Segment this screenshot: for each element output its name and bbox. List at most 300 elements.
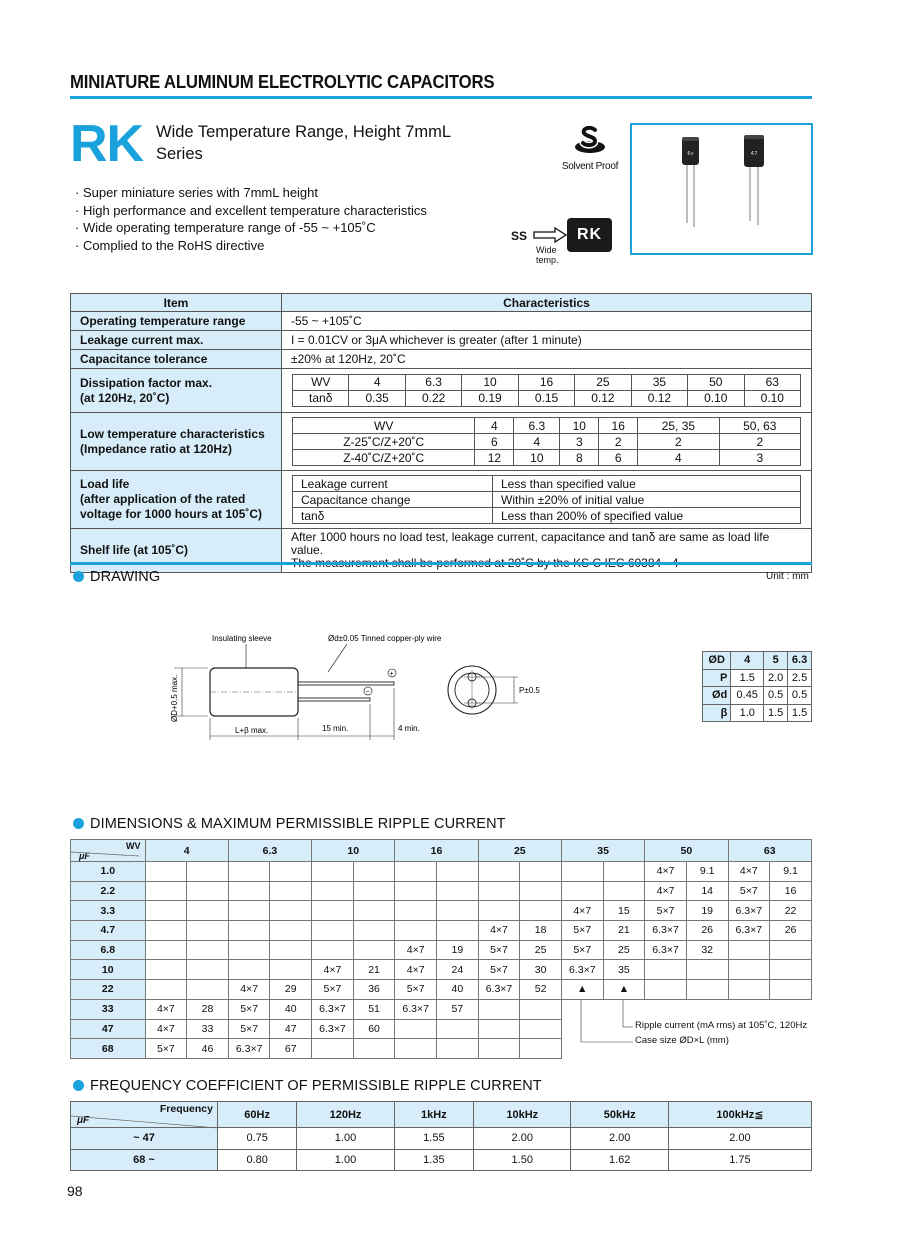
dissipation-value-cell: 0.15	[518, 390, 574, 406]
case-size-cell: 5×7	[561, 921, 603, 941]
ripple-cell: 21	[353, 960, 395, 980]
lowtemp-value-cell: 4	[638, 450, 719, 466]
ripple-cell	[686, 960, 728, 980]
case-size-cell: 4×7	[728, 862, 770, 882]
bullet-dot-icon	[73, 571, 84, 582]
lowtemp-head-cell: 10	[560, 418, 599, 434]
ripple-cell	[353, 940, 395, 960]
diameter-label: ØD+0.5 max.	[170, 674, 179, 722]
case-size-cell: 5×7	[228, 1019, 270, 1039]
flow-to-badge: RK	[567, 218, 612, 252]
capacitor-dimension-drawing	[160, 630, 560, 750]
wv-header-cell: 6.3	[228, 840, 311, 862]
plus-sign: +	[389, 671, 394, 678]
case-size-cell	[395, 1039, 437, 1059]
capacitance-cell: 10	[71, 960, 146, 980]
flow-from-label: SS	[511, 229, 528, 243]
dimensions-section-title	[73, 816, 506, 832]
ripple-cell: 35	[603, 960, 645, 980]
ripple-cell	[353, 921, 395, 941]
ripple-cell	[270, 960, 312, 980]
case-size-cell: 6.3×7	[645, 921, 687, 941]
loadlife-key: Capacitance change	[293, 492, 493, 508]
lowtemp-value-cell: 6	[475, 434, 514, 450]
dissipation-head-cell: 16	[518, 374, 574, 390]
freq-value-cell: 0.80	[218, 1149, 297, 1171]
ripple-cell	[437, 1039, 479, 1059]
lead-table-cell: 0.5	[788, 687, 812, 705]
case-size-cell: 4×7	[478, 921, 520, 941]
dissipation-value-cell: 0.12	[575, 390, 631, 406]
spec-item-line: (Impedance ratio at 120Hz)	[80, 441, 233, 456]
spec-item-lowtemp	[71, 413, 282, 471]
ripple-cell	[437, 1019, 479, 1039]
ripple-cell: 47	[270, 1019, 312, 1039]
case-size-cell: 4×7	[145, 999, 187, 1019]
flow-note	[536, 245, 559, 265]
case-size-cell: 5×7	[395, 980, 437, 1000]
spec-item-line: Low temperature characteristics	[80, 426, 265, 441]
ripple-cell	[520, 862, 562, 882]
case-size-cell: 5×7	[478, 940, 520, 960]
case-size-cell	[728, 980, 770, 1000]
freq-value-cell: 1.55	[394, 1128, 473, 1150]
case-size-cell	[228, 881, 270, 901]
lowtemp-head-cell: 6.3	[514, 418, 560, 434]
series-code: RK	[70, 115, 144, 173]
freq-uf-corner	[71, 1102, 218, 1128]
ripple-cell	[187, 921, 229, 941]
ripple-cell	[270, 881, 312, 901]
ripple-note: Ripple current (mA rms) at 105˚C, 120Hz	[635, 1020, 808, 1031]
wv-header-cell: 4	[145, 840, 228, 862]
ripple-cell	[353, 1039, 395, 1059]
ripple-cell	[187, 881, 229, 901]
lowtemp-head-cell: 16	[599, 418, 638, 434]
table-row	[71, 960, 812, 980]
case-size-cell: 5×7	[312, 980, 354, 1000]
lowtemp-table	[292, 417, 801, 466]
loadlife-value: Less than 200% of specified value	[493, 508, 801, 524]
lead-table-cell: Ød	[703, 687, 731, 705]
freq-value-cell: ~ 47	[71, 1128, 218, 1150]
case-size-cell	[645, 960, 687, 980]
spec-item: Leakage current max.	[71, 331, 282, 350]
case-size-cell	[312, 1039, 354, 1059]
lead-table-cell: 2.5	[788, 669, 812, 687]
ripple-cell	[686, 980, 728, 1000]
lead-table-cell: 1.5	[731, 669, 764, 687]
uf-label: μF	[77, 1115, 90, 1126]
case-size-cell: 4×7	[395, 960, 437, 980]
lowtemp-value-cell: 8	[560, 450, 599, 466]
ripple-cell	[353, 901, 395, 921]
case-size-note: Case size ØD×L (mm)	[635, 1035, 729, 1046]
lowtemp-value-cell: 2	[719, 434, 800, 450]
series-subtitle: Wide Temperature Range, Height 7mmL	[156, 123, 452, 141]
freq-value-cell: 2.00	[474, 1128, 571, 1150]
spec-value: I = 0.01CV or 3μA whichever is greater (after 1 minute)	[282, 331, 812, 350]
lead-table-head: 5	[764, 652, 788, 670]
solvent-proof-icon	[573, 125, 607, 155]
freq-value-cell: 68 ~	[71, 1149, 218, 1171]
ripple-cell: 36	[353, 980, 395, 1000]
ripple-cell: 25	[603, 940, 645, 960]
ripple-cell	[187, 940, 229, 960]
lowtemp-head-cell: WV	[293, 418, 475, 434]
case-size-cell	[478, 881, 520, 901]
ripple-cell	[437, 881, 479, 901]
ripple-cell: 15	[603, 901, 645, 921]
note-leader-lines	[555, 997, 635, 1047]
case-size-cell	[478, 1019, 520, 1039]
ripple-cell: 19	[686, 901, 728, 921]
lead-table-head: 6.3	[788, 652, 812, 670]
ripple-cell: 30	[520, 960, 562, 980]
freq-value-cell: 1.00	[297, 1149, 394, 1171]
loadlife-value: Within ±20% of initial value	[493, 492, 801, 508]
case-size-cell: 6.3×7	[561, 960, 603, 980]
table-row	[71, 901, 812, 921]
case-size-cell	[395, 881, 437, 901]
case-size-cell: 6.3×7	[728, 921, 770, 941]
ripple-cell: 9.1	[770, 862, 812, 882]
table-row	[71, 881, 812, 901]
ripple-cell: 67	[270, 1039, 312, 1059]
case-size-cell: 5×7	[561, 940, 603, 960]
dissipation-value-cell: 0.10	[688, 390, 744, 406]
freq-head-cell: 100kHz≦	[668, 1102, 811, 1128]
ripple-cell	[770, 980, 812, 1000]
uf-label: μF	[79, 851, 90, 861]
freq-value-cell: 1.62	[571, 1149, 668, 1171]
feature-item: · Wide operating temperature range of -55 ~ +105˚C	[75, 220, 376, 236]
minus-sign: −	[365, 689, 370, 696]
case-size-cell: 5×7	[645, 901, 687, 921]
case-size-cell	[395, 862, 437, 882]
case-size-cell	[228, 960, 270, 980]
flow-note-line: Wide	[536, 245, 557, 255]
frequency-section-title	[73, 1078, 542, 1094]
characteristics-table	[70, 293, 812, 573]
ripple-cell: 19	[437, 940, 479, 960]
dissipation-value-cell: 0.19	[462, 390, 518, 406]
ripple-cell	[520, 901, 562, 921]
case-size-cell: 4×7	[312, 960, 354, 980]
capacitance-cell: 47	[71, 1019, 146, 1039]
lowtemp-value-cell: 2	[599, 434, 638, 450]
spec-item: Operating temperature range	[71, 312, 282, 331]
page-title: MINIATURE ALUMINUM ELECTROLYTIC CAPACITORS	[70, 72, 495, 92]
ripple-cell: 29	[270, 980, 312, 1000]
case-size-cell	[478, 901, 520, 921]
lowtemp-head-cell: 4	[475, 418, 514, 434]
spec-item-line: (at 120Hz, 20˚C)	[80, 390, 170, 405]
lowtemp-value-cell: 12	[475, 450, 514, 466]
ripple-cell	[187, 901, 229, 921]
ripple-cell	[187, 960, 229, 980]
capacitance-cell: 68	[71, 1039, 146, 1059]
freq-value-cell: 0.75	[218, 1128, 297, 1150]
frequency-coefficient-table	[70, 1101, 812, 1171]
feature-list	[75, 184, 427, 254]
ripple-cell: 57	[437, 999, 479, 1019]
ripple-cell: 40	[437, 980, 479, 1000]
page-number: 98	[67, 1183, 83, 1199]
dissipation-value-cell: 0.22	[405, 390, 461, 406]
freq-head-cell: 120Hz	[297, 1102, 394, 1128]
dissipation-value-cell: 0.35	[349, 390, 405, 406]
ripple-cell: 40	[270, 999, 312, 1019]
case-size-cell: 5×7	[228, 999, 270, 1019]
case-size-cell	[478, 999, 520, 1019]
case-size-cell	[312, 921, 354, 941]
lowtemp-value-cell: 2	[638, 434, 719, 450]
dissipation-head-cell: 10	[462, 374, 518, 390]
capacitor-photo-image	[632, 125, 811, 253]
case-size-cell	[228, 901, 270, 921]
case-size-cell	[395, 921, 437, 941]
lead-table-cell: P	[703, 669, 731, 687]
case-size-cell	[145, 921, 187, 941]
lowtemp-head-cell: 50, 63	[719, 418, 800, 434]
case-size-cell: 6.3×7	[728, 901, 770, 921]
case-size-cell: 4×7	[145, 1019, 187, 1039]
case-size-cell: 6.3×7	[228, 1039, 270, 1059]
ripple-cell	[520, 881, 562, 901]
svg-text:6v: 6v	[687, 151, 694, 157]
spec-item-line: Dissipation factor max.	[80, 375, 213, 390]
ripple-cell: 24	[437, 960, 479, 980]
wv-header-cell: 50	[645, 840, 728, 862]
lowtemp-value-cell: 6	[599, 450, 638, 466]
lowtemp-cell	[282, 413, 812, 471]
lead-min-label: 15 min.	[322, 724, 349, 733]
case-size-cell: 4×7	[561, 901, 603, 921]
wv-header-cell: 35	[561, 840, 644, 862]
solvent-proof-badge	[545, 125, 635, 172]
unit-label: Unit : mm	[766, 571, 809, 582]
dissipation-value-cell: tanδ	[293, 390, 349, 406]
lowtemp-value-cell: 3	[560, 434, 599, 450]
capacitance-cell: 3.3	[71, 901, 146, 921]
case-size-cell: 4×7	[395, 940, 437, 960]
dissipation-head-cell: 25	[575, 374, 631, 390]
case-size-cell: 6.3×7	[312, 1019, 354, 1039]
ripple-cell: 28	[187, 999, 229, 1019]
case-size-cell	[312, 901, 354, 921]
loadlife-cell	[282, 471, 812, 529]
lead-table-cell: 1.0	[731, 704, 764, 722]
wv-label: WV	[126, 841, 141, 851]
case-size-cell	[145, 862, 187, 882]
svg-text:47: 47	[750, 151, 758, 157]
ripple-cell	[270, 940, 312, 960]
lead-table-head: ØD	[703, 652, 731, 670]
case-size-cell	[561, 881, 603, 901]
wv-header-cell: 63	[728, 840, 812, 862]
title-rule	[70, 96, 812, 99]
loadlife-key: Leakage current	[293, 476, 493, 492]
freq-label: Frequency	[159, 1103, 213, 1115]
dissipation-head-cell: 50	[688, 374, 744, 390]
feature-item: · Complied to the RoHS directive	[75, 237, 265, 253]
case-size-cell	[312, 862, 354, 882]
ripple-cell	[770, 960, 812, 980]
ripple-cell: 18	[520, 921, 562, 941]
dimensions-title-text: DIMENSIONS & MAXIMUM PERMISSIBLE RIPPLE CURRENT	[90, 816, 506, 832]
flow-note-line: temp.	[536, 255, 559, 265]
ripple-cell: 26	[686, 921, 728, 941]
case-size-cell	[478, 862, 520, 882]
freq-value-cell: 1.75	[668, 1149, 811, 1171]
ripple-cell	[437, 901, 479, 921]
wv-header-cell: 10	[312, 840, 395, 862]
ripple-cell	[353, 881, 395, 901]
freq-value-cell: 1.00	[297, 1128, 394, 1150]
ripple-cell: 60	[353, 1019, 395, 1039]
feature-item: · Super miniature series with 7mmL height	[75, 185, 319, 200]
spec-value: ±20% at 120Hz, 20˚C	[282, 350, 812, 369]
wv-header-cell: 25	[478, 840, 561, 862]
capacitance-cell: 2.2	[71, 881, 146, 901]
lowtemp-value-cell: 10	[514, 450, 560, 466]
case-size-cell: 5×7	[145, 1039, 187, 1059]
ripple-cell: 32	[686, 940, 728, 960]
capacitance-cell: 22	[71, 980, 146, 1000]
table-row	[71, 940, 812, 960]
ripple-cell: ▲	[603, 980, 645, 1000]
freq-value-cell: 1.35	[394, 1149, 473, 1171]
shelf-line: After 1000 hours no load test, leakage current, capacitance and tanδ are same as load life value.	[291, 530, 770, 557]
lead-table-cell: 0.45	[731, 687, 764, 705]
freq-value-cell: 2.00	[668, 1128, 811, 1150]
case-size-cell: 6.3×7	[312, 999, 354, 1019]
feature-item: · High performance and excellent temperature characteristics	[75, 202, 427, 218]
product-photo	[630, 123, 813, 255]
ripple-cell	[603, 881, 645, 901]
lead-diff-label: 4 min.	[398, 724, 420, 733]
lead-table-cell: β	[703, 704, 731, 722]
ripple-cell: 46	[187, 1039, 229, 1059]
wv-uf-corner	[71, 840, 146, 862]
case-size-cell	[228, 862, 270, 882]
capacitance-cell: 33	[71, 999, 146, 1019]
dissipation-value-cell: 0.10	[744, 390, 800, 406]
dissipation-head-cell: 4	[349, 374, 405, 390]
case-size-cell	[145, 940, 187, 960]
lowtemp-head-cell: 25, 35	[638, 418, 719, 434]
case-size-cell: 5×7	[728, 881, 770, 901]
case-size-cell: 6.3×7	[478, 980, 520, 1000]
ripple-cell	[437, 862, 479, 882]
table-row	[71, 999, 812, 1019]
case-size-cell	[561, 862, 603, 882]
dissipation-head-cell: WV	[293, 374, 349, 390]
arrow-right-icon	[533, 227, 567, 243]
spec-item-loadlife	[71, 471, 282, 529]
case-size-cell	[395, 901, 437, 921]
case-size-cell	[228, 940, 270, 960]
ripple-cell	[270, 921, 312, 941]
loadlife-value: Less than specified value	[493, 476, 801, 492]
series-subtitle-2: Series	[156, 145, 203, 163]
ripple-cell: 25	[520, 940, 562, 960]
dissipation-value-cell: 0.12	[631, 390, 687, 406]
case-size-cell	[728, 960, 770, 980]
diagonal-divider	[71, 1102, 218, 1130]
ripple-cell	[270, 901, 312, 921]
ripple-cell: 51	[353, 999, 395, 1019]
dissipation-head-cell: 63	[744, 374, 800, 390]
table-row	[71, 980, 812, 1000]
wire-label: Ød±0.05 Tinned copper-ply wire	[328, 634, 442, 643]
case-size-cell	[145, 980, 187, 1000]
lowtemp-value-cell: Z-25˚C/Z+20˚C	[293, 434, 475, 450]
dissipation-head-cell: 35	[631, 374, 687, 390]
case-size-cell: 4×7	[645, 862, 687, 882]
length-label: L+β max.	[235, 726, 269, 735]
ripple-cell: 33	[187, 1019, 229, 1039]
diagonal-divider	[71, 840, 139, 862]
freq-head-cell: 1kHz	[394, 1102, 473, 1128]
spec-item-line: Load life	[80, 477, 130, 491]
bullet-dot-icon	[73, 818, 84, 829]
insulating-sleeve-label: Insulating sleeve	[212, 634, 272, 643]
case-size-cell: 4×7	[228, 980, 270, 1000]
wv-header-cell: 16	[395, 840, 478, 862]
case-size-cell: 6.3×7	[645, 940, 687, 960]
section-rule	[70, 562, 812, 565]
freq-value-cell: 1.50	[474, 1149, 571, 1171]
ripple-cell: 52	[520, 980, 562, 1000]
case-size-cell: ▲	[561, 980, 603, 1000]
case-size-cell	[645, 980, 687, 1000]
ripple-cell	[187, 980, 229, 1000]
bullet-dot-icon	[73, 1080, 84, 1091]
lead-table-cell: 2.0	[764, 669, 788, 687]
lead-table-cell: 0.5	[764, 687, 788, 705]
freq-head-cell: 50kHz	[571, 1102, 668, 1128]
col-item-header: Item	[71, 294, 282, 312]
ripple-cell	[603, 862, 645, 882]
spec-value: -55 ~ +105˚C	[282, 312, 812, 331]
dissipation-head-cell: 6.3	[405, 374, 461, 390]
drawing-title-text: DRAWING	[90, 569, 161, 585]
case-size-cell	[395, 1019, 437, 1039]
ripple-cell: 9.1	[686, 862, 728, 882]
pitch-label: P±0.5	[519, 686, 540, 695]
case-size-cell: 6.3×7	[395, 999, 437, 1019]
loadlife-key: tanδ	[293, 508, 493, 524]
spec-item-line: voltage for 1000 hours at 105˚C)	[80, 507, 263, 521]
case-size-cell: 5×7	[478, 960, 520, 980]
ripple-cell: 21	[603, 921, 645, 941]
ripple-cell: 26	[770, 921, 812, 941]
ripple-cell	[270, 862, 312, 882]
ripple-cell	[770, 940, 812, 960]
lead-table-head: 4	[731, 652, 764, 670]
freq-head-cell: 60Hz	[218, 1102, 297, 1128]
dissipation-cell	[282, 369, 812, 413]
case-size-cell	[728, 940, 770, 960]
case-size-cell	[312, 881, 354, 901]
freq-head-cell: 10kHz	[474, 1102, 571, 1128]
capacitance-cell: 6.8	[71, 940, 146, 960]
dissipation-table	[292, 374, 801, 407]
col-char-header: Characteristics	[282, 294, 812, 312]
ripple-cell: 14	[686, 881, 728, 901]
